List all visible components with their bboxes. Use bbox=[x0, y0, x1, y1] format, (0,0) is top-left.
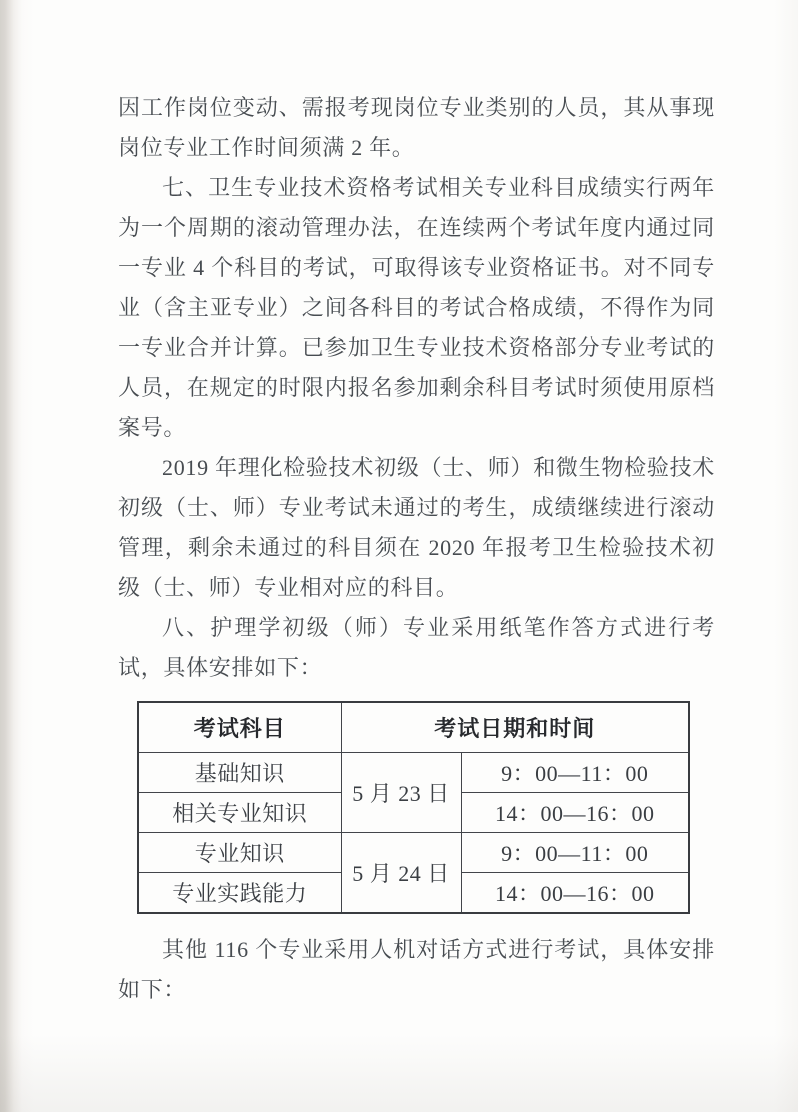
cell-exam-date: 5 月 24 日 bbox=[341, 833, 461, 914]
table-header-row bbox=[138, 702, 689, 753]
cell-subject: 基础知识 bbox=[138, 753, 341, 793]
header-exam-subject: 考试科目 bbox=[138, 702, 341, 753]
cell-exam-time: 9：00—11：00 bbox=[461, 833, 689, 873]
cell-subject: 相关专业知识 bbox=[138, 793, 341, 833]
header-exam-date-time: 考试日期和时间 bbox=[341, 702, 689, 753]
cell-exam-time: 14：00—16：00 bbox=[461, 873, 689, 914]
cell-exam-time: 14：00—16：00 bbox=[461, 793, 689, 833]
paragraph-item-8: 八、护理学初级（师）专业采用纸笔作答方式进行考试，具体安排如下： bbox=[118, 615, 715, 680]
exam-schedule-table bbox=[137, 701, 690, 914]
paragraph-item-7: 七、卫生专业技术资格考试相关专业科目成绩实行两年为一个周期的滚动管理办法，在连续两个考试年度内通过同一专业 4 个科目的考试，可取得该专业资格证书。对不同专业（含主亚专业）之间各科目的考试合格成绩，不得作为同一专业合并计算。已参加卫生专业技术资格部分专业考试的人员，在规定的时限内报名参加剩余科目考试时须使用原档案号。 bbox=[118, 175, 715, 440]
cell-subject: 专业知识 bbox=[138, 833, 341, 873]
cell-exam-date: 5 月 23 日 bbox=[341, 753, 461, 833]
document-content bbox=[118, 88, 715, 1010]
table-row bbox=[138, 833, 689, 873]
paragraph-continuation: 因工作岗位变动、需报考现岗位专业类别的人员，其从事现岗位专业工作时间须满 2 年。 bbox=[118, 95, 715, 160]
paragraph-2019-rollover-note: 2019 年理化检验技术初级（士、师）和微生物检验技术初级（士、师）专业考试未通过的考生，成绩继续进行滚动管理，剩余未通过的科目须在 2020 年报考卫生检验技术初级（士、师）专业相对应的科目。 bbox=[118, 455, 715, 600]
exam-table-header bbox=[138, 702, 689, 753]
cell-exam-time: 9：00—11：00 bbox=[461, 753, 689, 793]
cell-subject: 专业实践能力 bbox=[138, 873, 341, 914]
table-row bbox=[138, 753, 689, 793]
paragraph-other-majors: 其他 116 个专业采用人机对话方式进行考试，具体安排如下： bbox=[118, 937, 715, 1002]
